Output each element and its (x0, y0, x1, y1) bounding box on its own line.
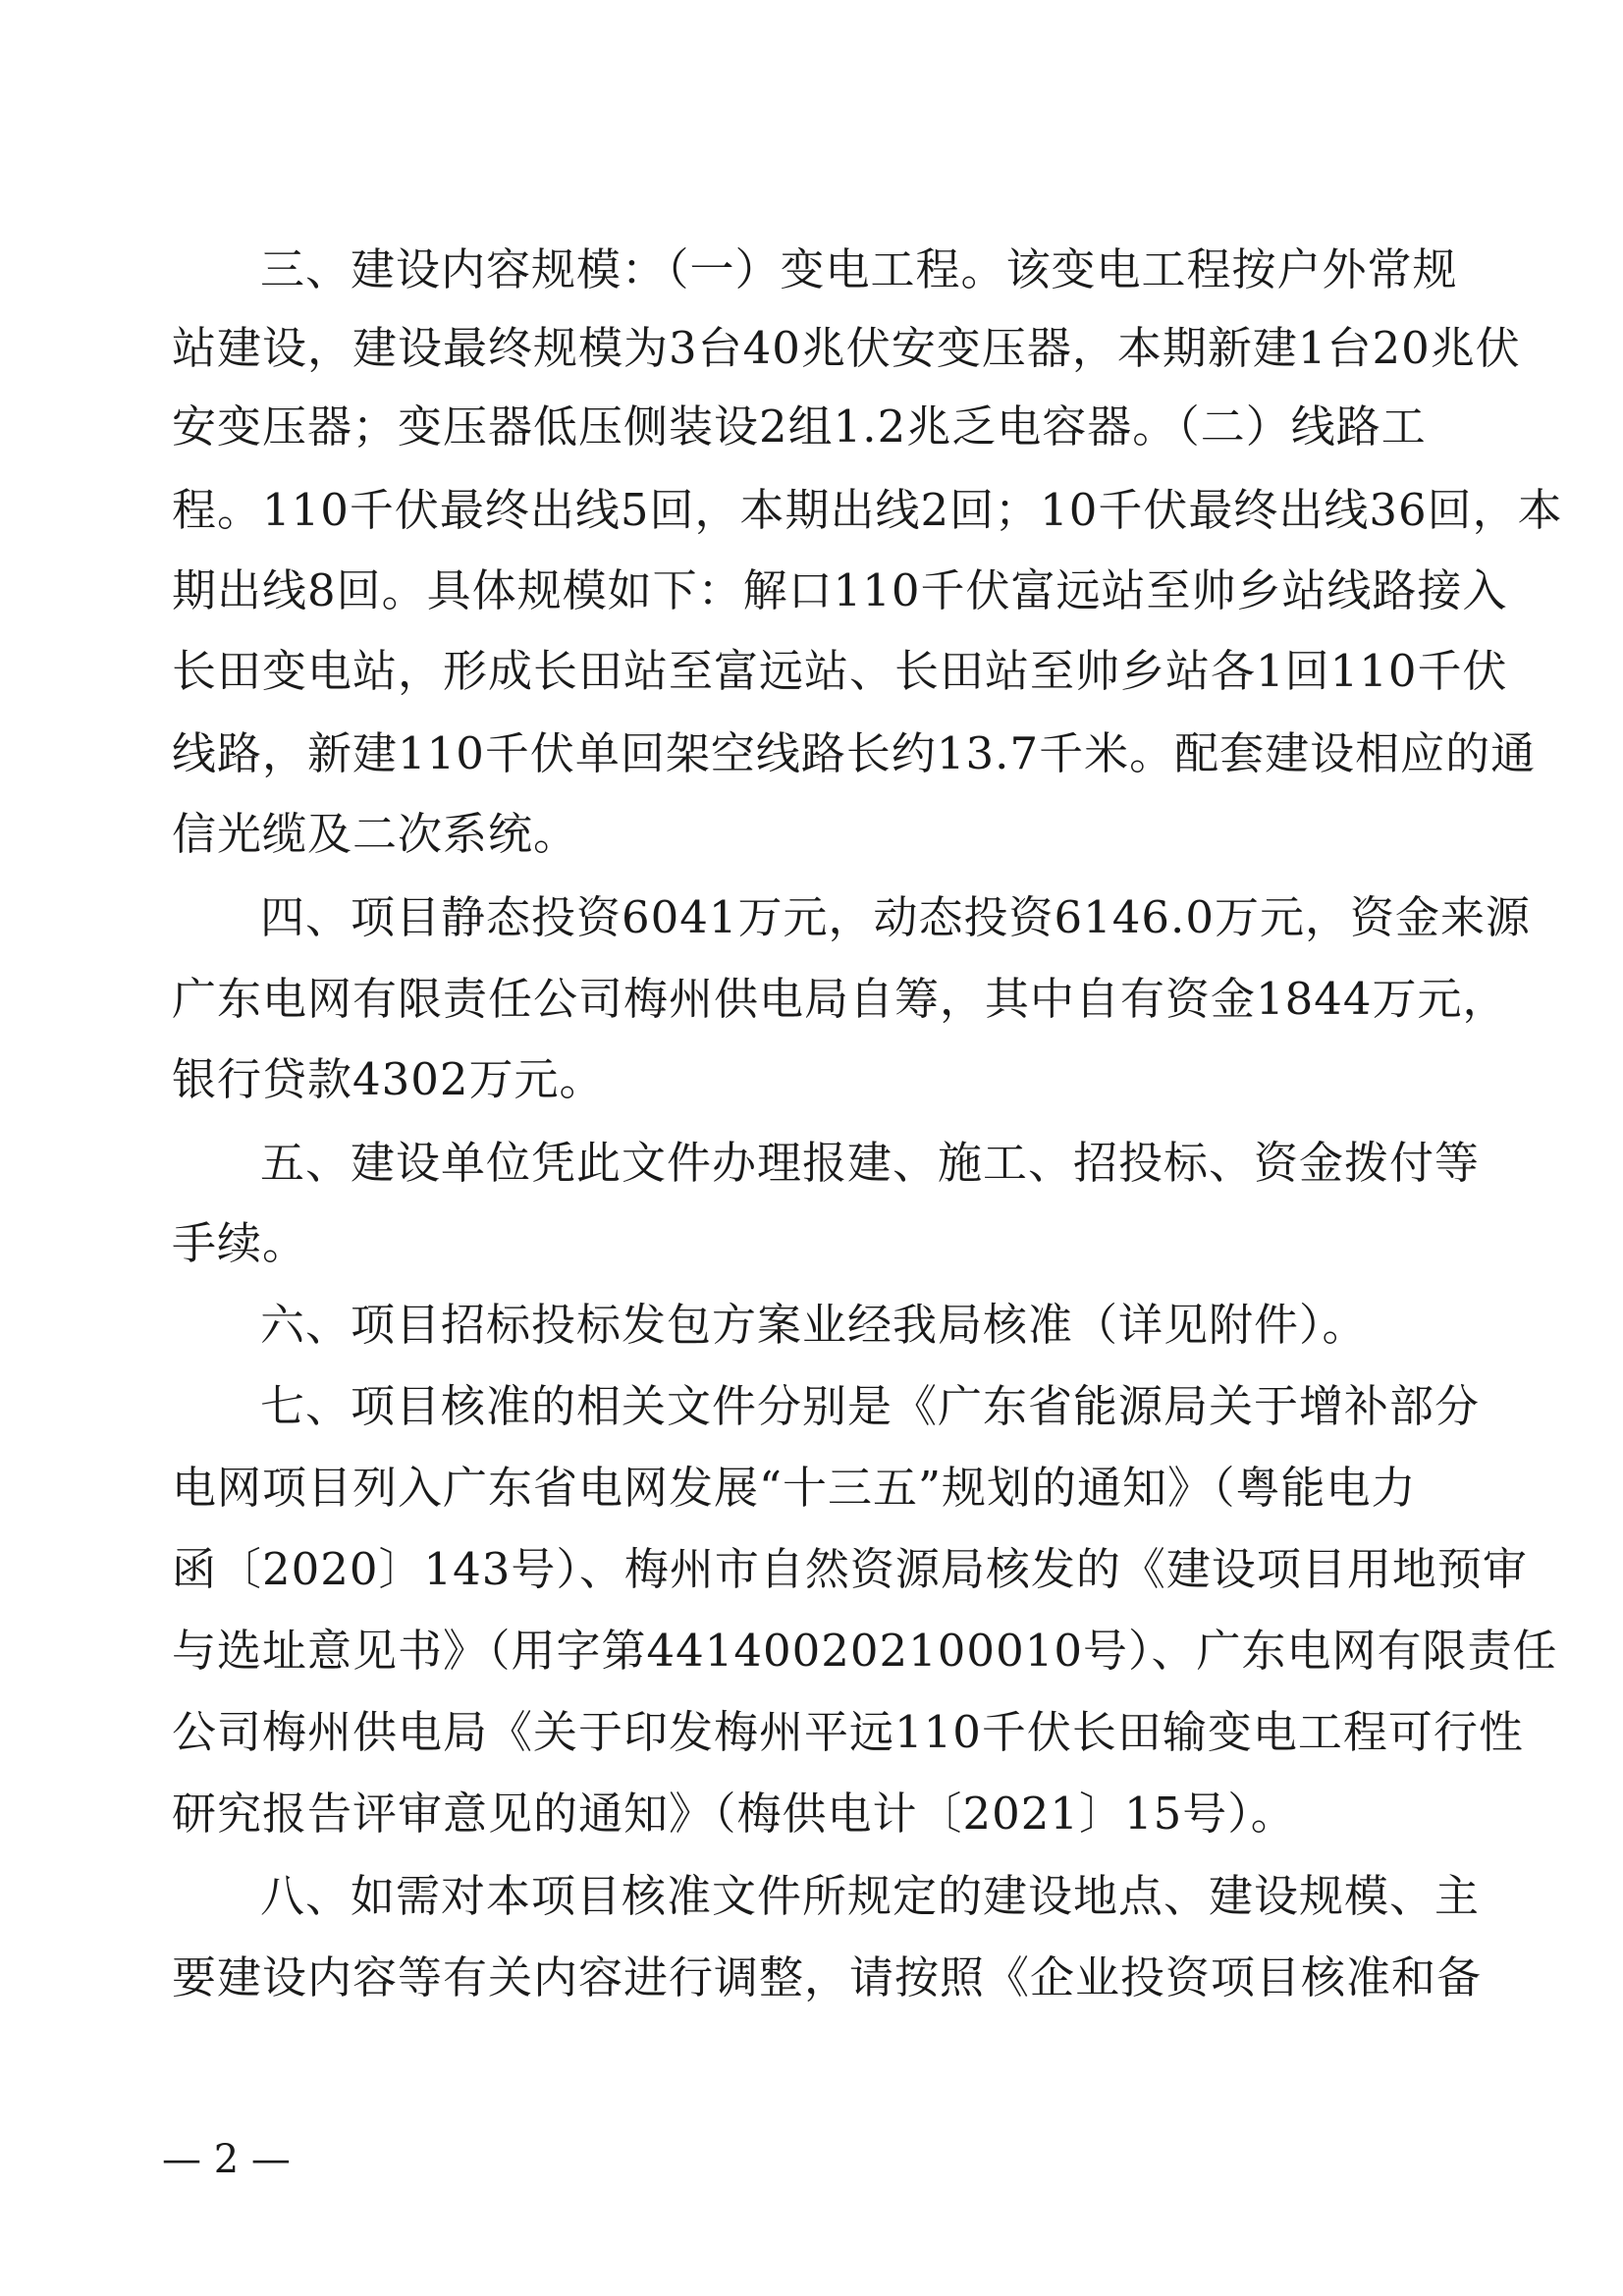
paragraph-3-line-2: 站建设，建设最终规模为3台40兆伏安变压器，本期新建1台20兆伏 (172, 322, 1521, 374)
paragraph-3-line-5: 期出线8回。具体规模如下：解口110千伏富远站至帅乡站线路接入 (172, 564, 1508, 616)
paragraph-3-line-1: 三、建设内容规模：（一）变电工程。该变电工程按户外常规 (260, 243, 1458, 295)
paragraph-4-line-2: 广东电网有限责任公司梅州供电局自筹，其中自有资金1844万元， (172, 973, 1508, 1025)
paragraph-5-line-2: 手续。 (172, 1217, 308, 1269)
paragraph-6-line-1: 六、项目招标投标发包方案业经我局核准（详见附件）。 (260, 1299, 1368, 1351)
paragraph-4-line-3: 银行贷款4302万元。 (172, 1053, 605, 1105)
paragraph-7-line-1: 七、项目核准的相关文件分别是《广东省能源局关于增补部分 (260, 1380, 1481, 1432)
paragraph-3-line-7: 线路，新建110千伏单回架空线路长约13.7千米。配套建设相应的通 (172, 727, 1537, 779)
paragraph-5-line-1: 五、建设单位凭此文件办理报建、施工、招投标、资金拨付等 (260, 1137, 1481, 1189)
paragraph-4-line-1: 四、项目静态投资6041万元，动态投资6146.0万元，资金来源 (260, 891, 1531, 943)
paragraph-3-line-6: 长田变电站，形成长田站至富远站、长田站至帅乡站各1回110千伏 (172, 645, 1508, 697)
paragraph-7-line-6: 研究报告评审意见的通知》（梅供电计〔2021〕15号）。 (172, 1788, 1296, 1840)
paragraph-3-line-8: 信光缆及二次系统。 (172, 808, 579, 860)
paragraph-7-line-3: 函〔2020〕143号）、梅州市自然资源局核发的《建设项目用地预审 (172, 1543, 1528, 1595)
paragraph-7-line-2: 电网项目列入广东省电网发展“十三五”规划的通知》（粤能电力 (172, 1462, 1417, 1514)
page-number: — 2 — (162, 2137, 291, 2182)
paragraph-3-line-4: 程。110千伏最终出线5回，本期出线2回；10千伏最终出线36回，本 (172, 484, 1563, 536)
paragraph-7-line-4: 与选址意见书》（用字第441400202100010号）、广东电网有限责任 (172, 1625, 1558, 1677)
paragraph-8-line-1: 八、如需对本项目核准文件所规定的建设地点、建设规模、主 (260, 1870, 1481, 1922)
paragraph-3-line-3: 安变压器；变压器低压侧装设2组1.2兆乏电容器。（二）线路工 (172, 400, 1427, 453)
paragraph-8-line-2: 要建设内容等有关内容进行调整，请按照《企业投资项目核准和备 (172, 1951, 1483, 2003)
paragraph-7-line-5: 公司梅州供电局《关于印发梅州平远110千伏长田输变电工程可行性 (172, 1706, 1524, 1758)
